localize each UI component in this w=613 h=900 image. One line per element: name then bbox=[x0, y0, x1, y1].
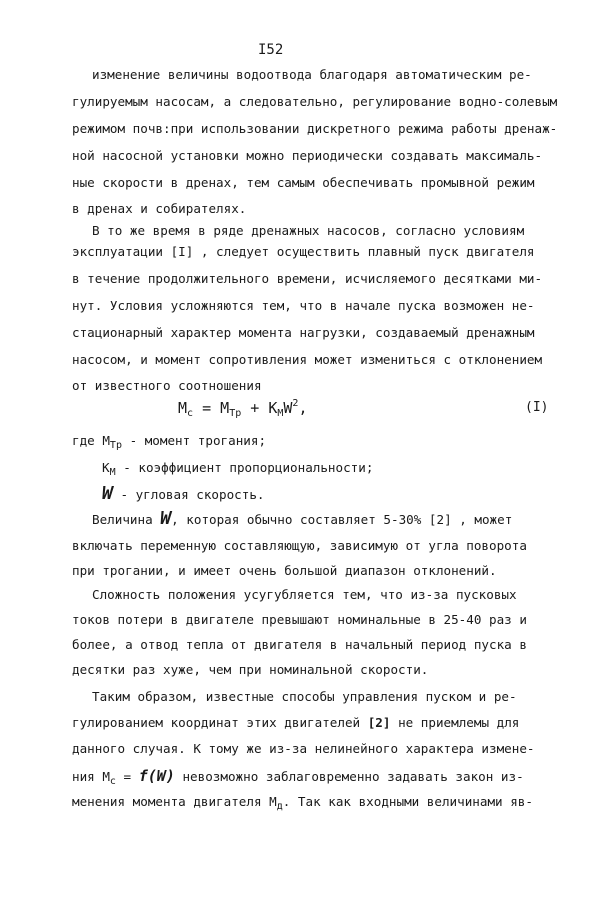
text-line: нут. Условия усложняются тем, что в начале пуска возможен не- bbox=[72, 298, 535, 313]
text-line: эксплуатации [I] , следует осуществить плавный пуск двигателя bbox=[72, 244, 535, 259]
text-line: данного случая. К тому же из-за нелинейного характера измене- bbox=[72, 741, 535, 756]
text-line: гулированием координат этих двигателей [2] не приемлемы для bbox=[72, 715, 520, 730]
formula-number: (I) bbox=[525, 400, 549, 415]
formula: $М_с = М_{Тр} + К_МW^2$, bbox=[178, 398, 308, 419]
definition-line: где $М_{Тр}$ - момент трогания; bbox=[72, 433, 267, 451]
definition-line: $К_М$ - коэффициент пропорциональности; bbox=[102, 460, 374, 478]
text-line: ния $М_с = f(W)$ невозможно заблаговременно задавать закон из- bbox=[72, 767, 524, 787]
text-line: десятки раз хуже, чем при номинальной скорости. bbox=[72, 662, 429, 677]
page-number: I52 bbox=[258, 42, 284, 58]
text-line: в течение продолжительного времени, исчисляемого десятками ми- bbox=[72, 271, 543, 286]
text-line: гулируемым насосам, а следовательно, регулирование водно-солевым bbox=[72, 94, 558, 109]
text-line: от известного соотношения bbox=[72, 378, 262, 393]
text-line: стационарный характер момента нагрузки, создаваемый дренажным bbox=[72, 325, 535, 340]
text-line: при трогании, и имеет очень большой диапазон отклонений. bbox=[72, 563, 497, 578]
text-line: токов потери в двигателе превышают номинальные в 25-40 раз и bbox=[72, 612, 527, 627]
text-line: Величина W, которая обычно составляет 5-30% [2] , может bbox=[92, 508, 513, 529]
text-line: Таким образом, известные способы управления пуском и ре- bbox=[92, 689, 517, 704]
definition-line: W - угловая скорость. bbox=[102, 483, 265, 504]
text-line: включать переменную составляющую, зависимую от угла поворота bbox=[72, 538, 527, 553]
text-line: в дренах и собирателях. bbox=[72, 201, 247, 216]
text-line: менения момента двигателя $М_д$. Так как входными величинами яв- bbox=[72, 794, 533, 812]
text-line: ной насосной установки можно периодически создавать максималь- bbox=[72, 148, 543, 163]
text-line: ные скорости в дренах, тем самым обеспечивать промывной режим bbox=[72, 175, 535, 190]
text-line: изменение величины водоотвода благодаря автоматическим ре- bbox=[92, 67, 532, 82]
text-line: режимом почв:при использовании дискретного режима работы дренаж- bbox=[72, 121, 558, 136]
text-line: В то же время в ряде дренажных насосов, согласно условиям bbox=[92, 223, 525, 238]
text-line: Сложность положения усугубляется тем, что из-за пусковых bbox=[92, 587, 517, 602]
text-line: насосом, и момент сопротивления может измениться с отклонением bbox=[72, 352, 543, 367]
text-line: более, а отвод тепла от двигателя в начальный период пуска в bbox=[72, 637, 527, 652]
